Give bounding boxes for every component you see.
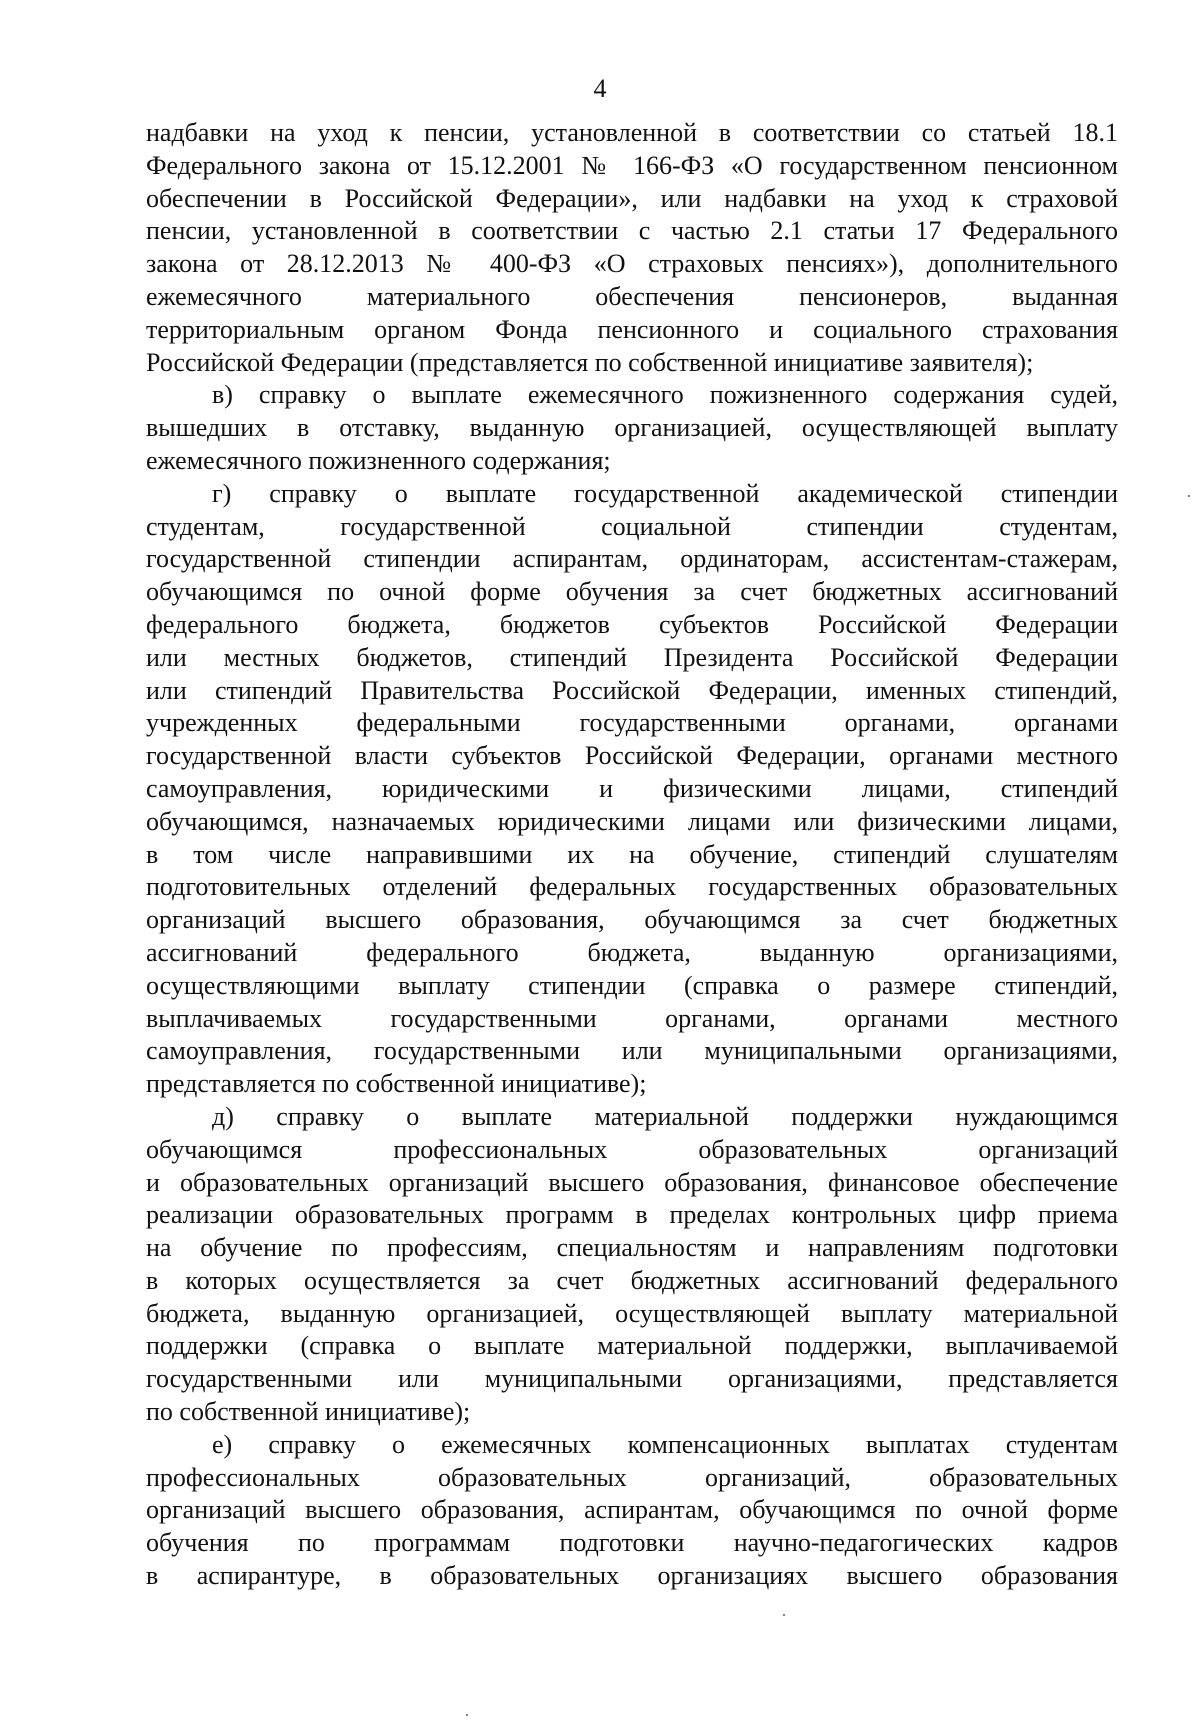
text-line: представляется по собственной инициативе); <box>146 1069 647 1099</box>
text-line: студентам, государственной социальной стипендии студентам, <box>146 511 1118 541</box>
text-line: на обучение по профессиям, специальностям и направлениям подготовки <box>146 1233 1118 1263</box>
text-line: поддержки (справка о выплате материальной поддержки, выплачиваемой <box>146 1331 1118 1361</box>
text-line: ежемесячного пожизненного содержания; <box>146 445 611 475</box>
page-number: 4 <box>593 74 607 103</box>
text-line: Российской Федерации (представляется по собственной инициативе заявителя); <box>146 347 1034 377</box>
text-line: профессиональных образовательных организаций, образовательных <box>146 1462 1118 1492</box>
text-line: или стипендий Правительства Российской Федерации, именных стипендий, <box>146 675 1118 705</box>
text-line: закона от 28.12.2013 № 400-ФЗ «О страховых пенсиях»), дополнительного <box>146 249 1118 279</box>
text-line: или местных бюджетов, стипендий Президента Российской Федерации <box>146 642 1118 672</box>
text-line: самоуправления, юридическими и физическими лицами, стипендий <box>146 773 1118 803</box>
text-line: в том числе направившими их на обучение, стипендий слушателям <box>146 839 1118 869</box>
text-line: самоуправления, государственными или муниципальными организациями, <box>146 1036 1118 1066</box>
paragraph <box>146 379 1118 477</box>
text-line: г) справку о выплате государственной академической стипендии <box>212 478 1118 508</box>
text-line: организаций высшего образования, аспирантам, обучающимся по очной форме <box>146 1495 1118 1525</box>
scan-speck <box>1188 495 1190 497</box>
text-line: д) справку о выплате материальной поддержки нуждающимся <box>212 1101 1118 1131</box>
text-line: государственной стипендии аспирантам, ординаторам, ассистентам-стажерам, <box>146 544 1118 574</box>
text-line: ежемесячного материального обеспечения пенсионеров, выданная <box>146 281 1118 311</box>
text-line: выплачиваемых государственными органами, органами местного <box>146 1003 1118 1033</box>
text-line: и образовательных организаций высшего образования, финансовое обеспечение <box>146 1167 1118 1197</box>
text-line: территориальным органом Фонда пенсионного и социального страхования <box>146 314 1118 344</box>
text-line: обучения по программам подготовки научно-педагогических кадров <box>146 1528 1118 1558</box>
paragraph <box>146 1429 1118 1593</box>
text-line: по собственной инициативе); <box>146 1397 471 1427</box>
text-line: бюджета, выданную организацией, осуществляющей выплату материальной <box>146 1298 1118 1328</box>
text-line: обучающимся, назначаемых юридическими лицами или физическими лицами, <box>146 806 1118 836</box>
text-line: государственными или муниципальными организациями, представляется <box>146 1364 1118 1394</box>
scan-speck <box>466 1714 468 1716</box>
text-line: вышедших в отставку, выданную организацией, осуществляющей выплату <box>146 413 1118 443</box>
text-line: ассигнований федерального бюджета, выданную организациями, <box>146 937 1118 967</box>
text-line: федерального бюджета, бюджетов субъектов Российской Федерации <box>146 609 1118 639</box>
text-line: обеспечении в Российской Федерации», или надбавки на уход к страховой <box>146 183 1118 213</box>
text-line: в) справку о выплате ежемесячного пожизненного содержания судей, <box>212 380 1118 410</box>
scan-speck <box>783 1614 785 1616</box>
document-body <box>146 117 1118 1593</box>
text-line: государственной власти субъектов Российской Федерации, органами местного <box>146 741 1118 771</box>
text-line: учрежденных федеральными государственными органами, органами <box>146 708 1118 738</box>
paragraph <box>146 478 1118 1101</box>
text-line: обучающимся по очной форме обучения за счет бюджетных ассигнований <box>146 577 1118 607</box>
text-line: пенсии, установленной в соответствии с частью 2.1 статьи 17 Федерального <box>146 216 1118 246</box>
text-line: обучающимся профессиональных образовательных организаций <box>146 1134 1118 1164</box>
text-line: Федерального закона от 15.12.2001 № 166-ФЗ «О государственном пенсионном <box>146 150 1118 180</box>
text-line: реализации образовательных программ в пределах контрольных цифр приема <box>146 1200 1118 1230</box>
paragraph <box>146 117 1118 379</box>
text-line: е) справку о ежемесячных компенсационных выплатах студентам <box>212 1429 1118 1459</box>
text-line: в аспирантуре, в образовательных организациях высшего образования <box>146 1561 1118 1591</box>
text-line: в которых осуществляется за счет бюджетных ассигнований федерального <box>146 1265 1118 1295</box>
text-line: осуществляющими выплату стипендии (справка о размере стипендий, <box>146 970 1118 1000</box>
text-line: подготовительных отделений федеральных государственных образовательных <box>146 872 1118 902</box>
paragraph <box>146 1101 1118 1429</box>
text-line: организаций высшего образования, обучающимся за счет бюджетных <box>146 905 1118 935</box>
text-line: надбавки на уход к пенсии, установленной в соответствии со статьей 18.1 <box>146 118 1118 147</box>
